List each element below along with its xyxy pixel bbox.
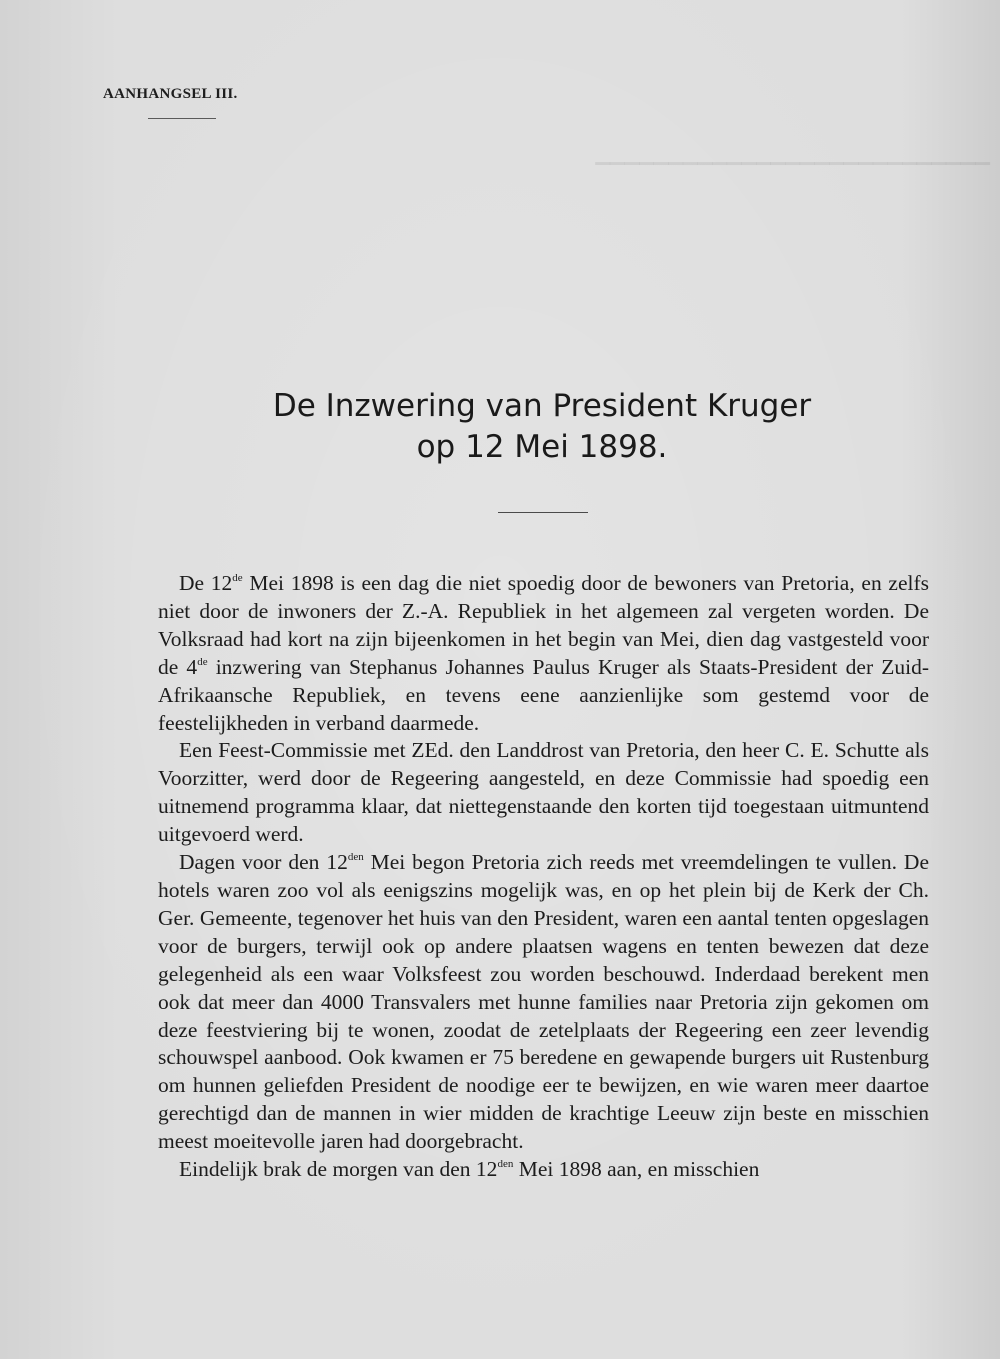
chapter-title-line-2: op 12 Mei 1898. xyxy=(416,429,668,465)
ordinal-superscript: de xyxy=(197,655,208,668)
paragraph xyxy=(158,737,929,849)
paragraph-text: inzwering van Stephanus Johannes Paulus Kruger als Staats-President der Zuid-Afrikaansche Republiek, en tevens eene aanzienlijke som gestemd voor de feestelijkheden in verband daarmede. xyxy=(158,654,930,735)
body-text xyxy=(158,570,929,1184)
paragraph-text: De 12 xyxy=(179,571,233,595)
paragraph-text: Eindelijk brak de morgen van den 12 xyxy=(179,1157,498,1182)
ordinal-superscript: den xyxy=(497,1158,514,1171)
running-head-rule xyxy=(148,118,216,119)
chapter-title-line-1: De Inzwering van President Kruger xyxy=(272,388,812,424)
paragraph xyxy=(158,570,929,737)
show-through-bleed: ▔▔▔▔▔▔▔▔▔▔▔▔▔▔▔▔▔▔▔▔▔▔▔▔▔▔▔ xyxy=(595,164,990,185)
running-head: AANHANGSEL III. xyxy=(103,86,238,102)
title-rule xyxy=(498,512,588,513)
paragraph xyxy=(158,1156,929,1184)
paragraph xyxy=(158,849,929,1156)
paragraph-text: Mei 1898 aan, en misschien xyxy=(513,1157,760,1182)
paragraph-text: Een Feest-Commissie met ZEd. den Landdrost van Pretoria, den heer C. E. Schutte als Voorzitter, werd door de Regeering aangesteld, en deze Commissie had spoedig een uitnemend programma klaar, dat niettegenstaande den korten tijd toegestaan uitmuntend uitgevoerd werd. xyxy=(158,738,929,847)
paragraph-text: Mei begon Pretoria zich reeds met vreemdelingen te vullen. De hotels waren zoo vol als eenigszins mogelijk was, en op het plein bij de Kerk der Ch. Ger. Gemeente, tegenover het huis van den President, waren een aantal tenten opgeslagen voor de burgers, terwijl ook op andere plaatsen wagens en tenten bewezen dat deze gelegenheid als een waar Volksfeest zou worden beschouwd. Inderdaad berekent men ook dat meer dan 4000 Transvalers met hunne families naar Pretoria zijn gekomen om deze feestviering bij te wonen, zoodat de zetelplaats der Regeering een zeer levendig schouwspel aanbood. Ook kwamen er 75 beredene en gewapende burgers uit Rustenburg om hunnen geliefden President de noodige eer te bewijzen, en wie waren meer daartoe gerechtigd dan de mannen in wier midden de krachtige Leeuw zijn beste en misschien meest moeitevolle jaren had doorgebracht. xyxy=(158,850,929,1154)
ordinal-superscript: de xyxy=(232,572,243,584)
paragraph-text: Mei 1898 is een dag die niet spoedig door de bewoners van Pretoria, en zelfs niet door de inwoners der Z.-A. Republiek in het algemeen zal vergeten worden. De Volksraad had kort na zijn bijeenkomen in het begin van Mei, dien dag vastgesteld voor de 4 xyxy=(158,571,929,679)
chapter-title xyxy=(160,386,924,468)
ordinal-superscript: den xyxy=(347,851,364,864)
paragraph-text: Dagen voor den 12 xyxy=(179,850,348,875)
